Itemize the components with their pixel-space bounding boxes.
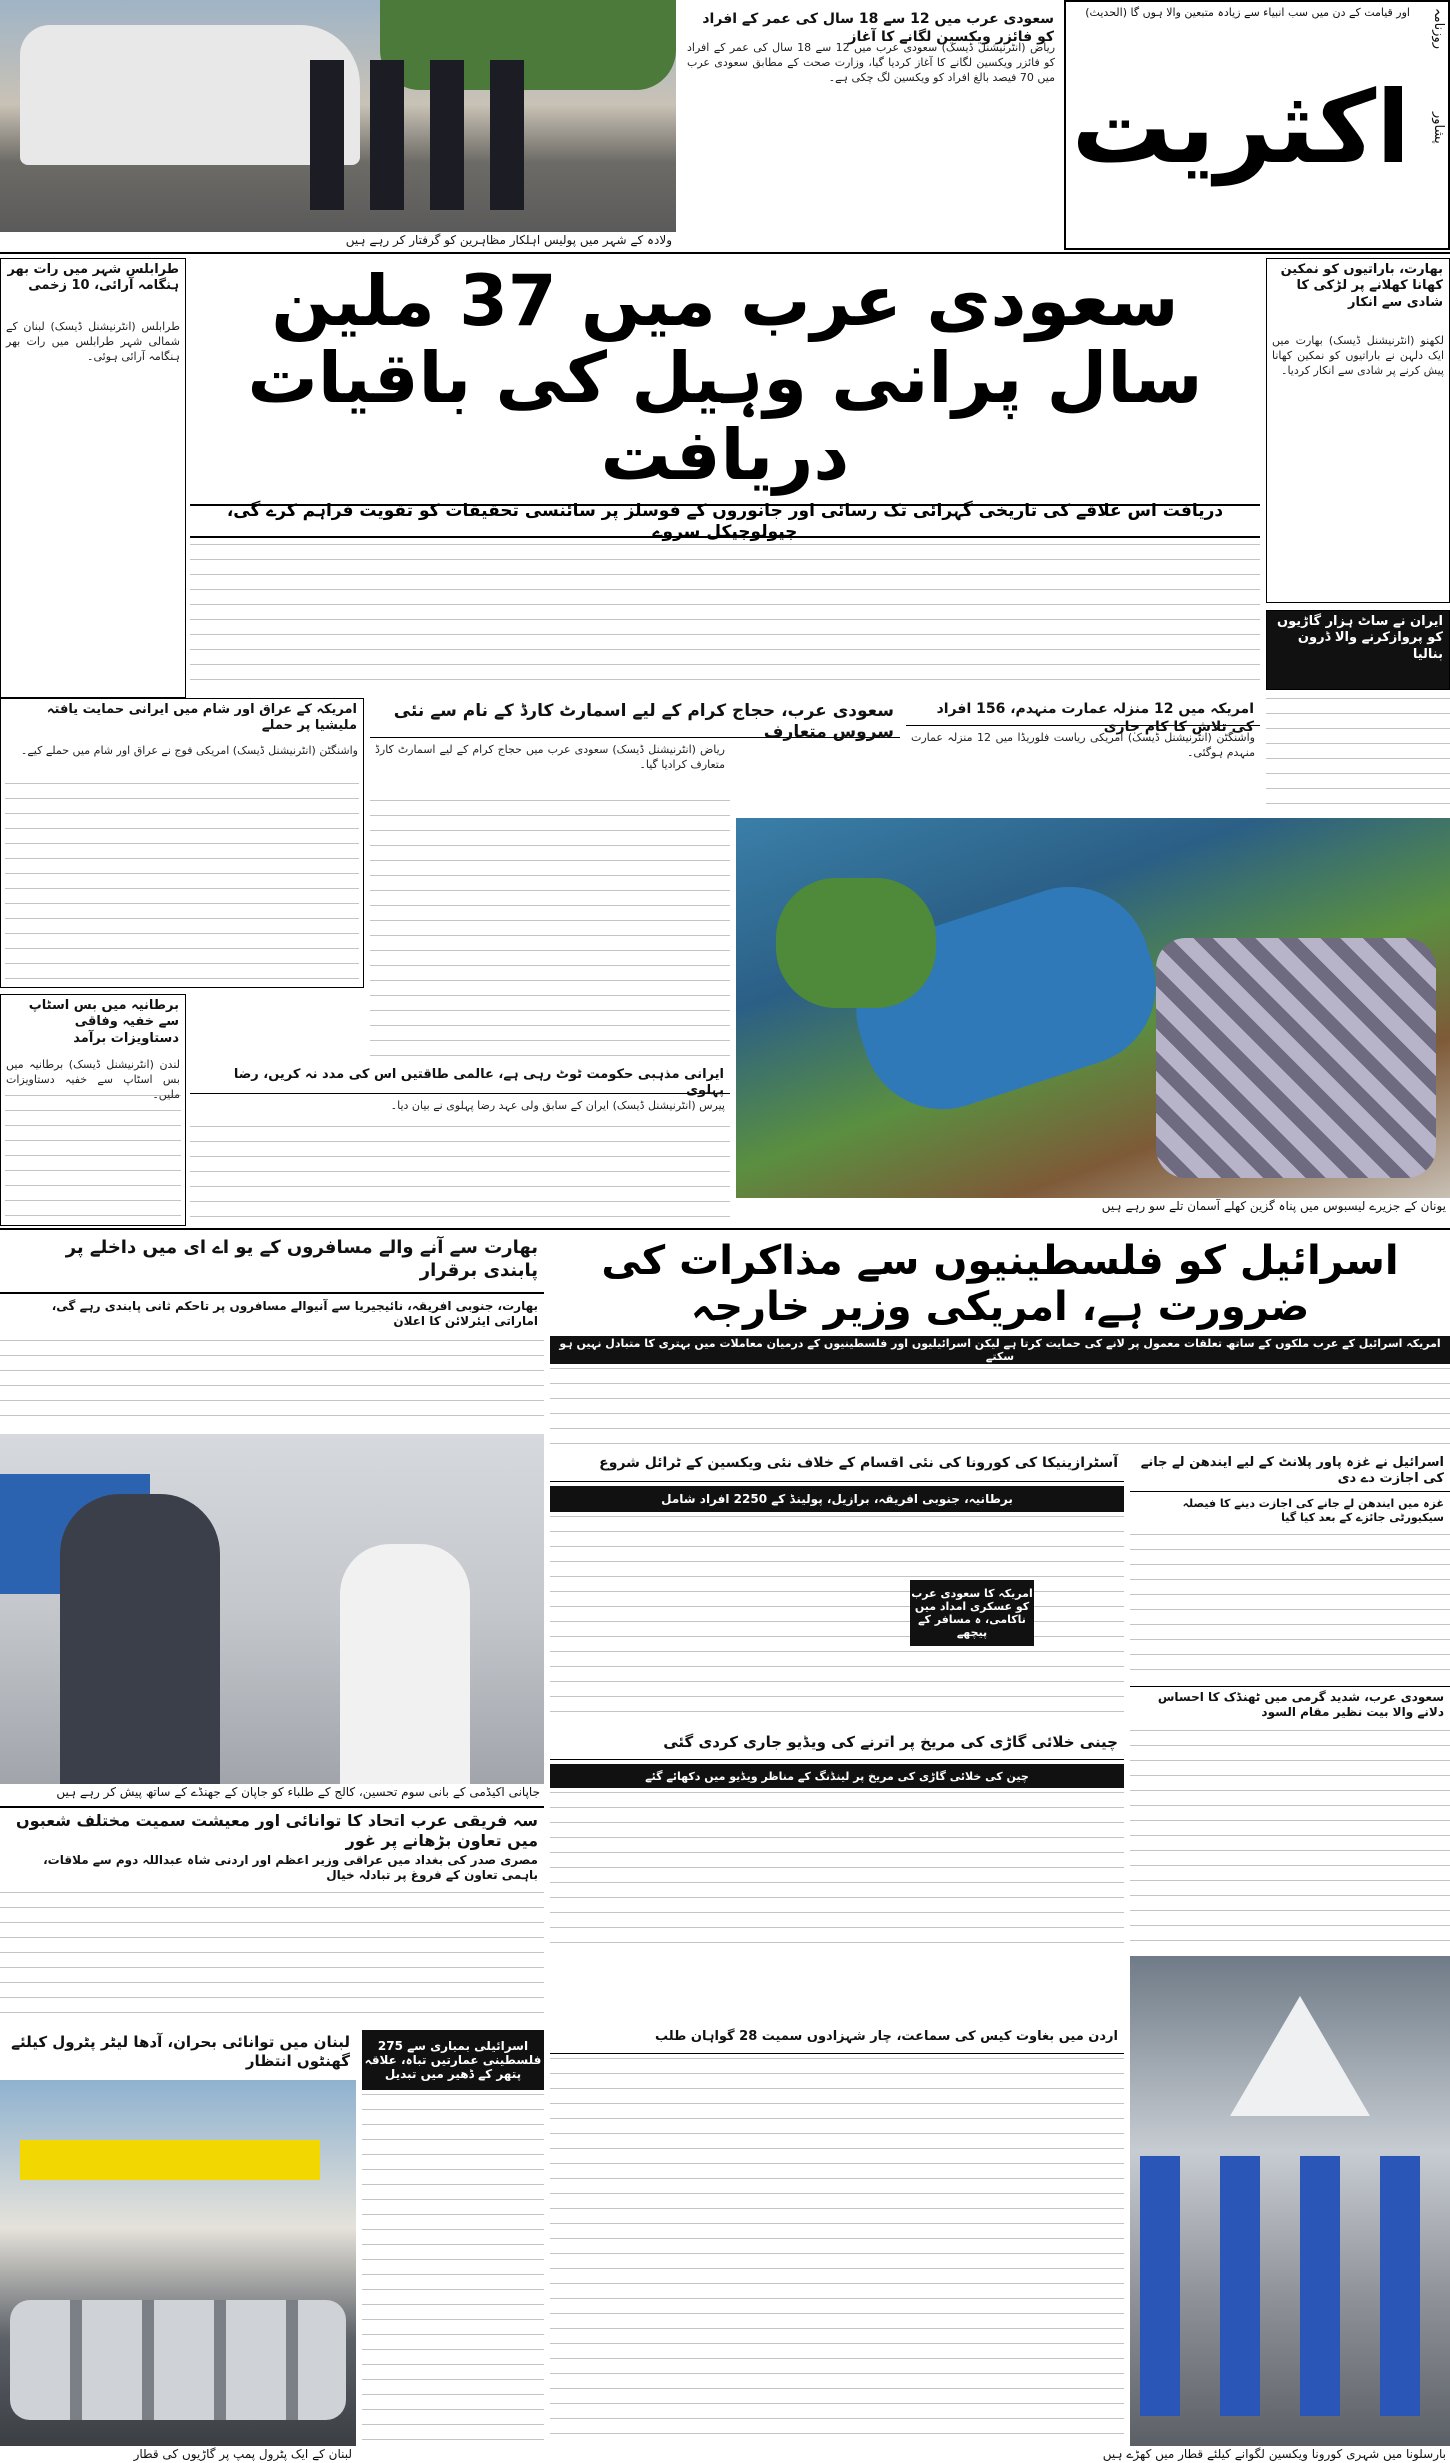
mid-story-3-lines bbox=[190, 1126, 730, 1226]
ban-story-headline: بھارت سے آنے والے مسافروں کے یو اے ای میں داخلے پر پابندی برقرار bbox=[0, 1234, 544, 1294]
vests-shape bbox=[1140, 2156, 1440, 2416]
blanket-pattern bbox=[1156, 938, 1436, 1178]
lebanon-headline: لبنان میں توانائی بحران، آدھا لیٹر پٹرول کیلئے گھنٹوں انتظار bbox=[11, 2033, 350, 2070]
right-box-3-lines bbox=[5, 1095, 181, 1223]
barcelona-photo-caption: بارسلونا میں شہری کورونا ویکسین لگوانے کیلئے قطار میں کھڑے ہیں bbox=[550, 2446, 1450, 2463]
top-photo-caption: ولادہ کے شہر میں پولیس اہلکار مظاہرین کو گرفتار کر رہے ہیں bbox=[0, 232, 676, 250]
right-box-3-body: لندن (انٹرنیشنل ڈیسک) برطانیہ میں بس اسٹاپ سے خفیہ دستاویزات ملیں۔ bbox=[6, 1058, 180, 1101]
right-box-2-lines bbox=[5, 783, 359, 983]
ban-story-lines bbox=[0, 1340, 544, 1430]
small-box: امریکہ کا سعودی عرب کو عسکری امداد میں ناکامی، ہ مسافر کے پیچھے bbox=[910, 1580, 1034, 1646]
mid-story-1-body: واشنگٹن (انٹرنیشنل ڈیسک) امریکی ریاست فلوریڈا میں 12 منزلہ عمارت منہدم ہوگئی۔ bbox=[911, 731, 1255, 759]
mid-story-3-body: پیرس (انٹرنیشنل ڈیسک) ایران کے سابق ولی عہد رضا پہلوی نے بیان دیا۔ bbox=[390, 1099, 725, 1112]
mid-story-2-body: ریاض (انٹرنیشنل ڈیسک) سعودی عرب میں حجاج کرام کے لیے اسمارٹ کارڈ متعارف کرادیا گیا۔ bbox=[375, 743, 725, 771]
right-box-1-body: طرابلس (انٹرنیشنل ڈیسک) لبنان کے شمالی شہر طرابلس میں رات بھر ہنگامہ آرائی ہوئی۔ bbox=[6, 320, 180, 363]
main-subhead: دریافت اس علاقے کی تاریخی گہرائی تک رسائی اور جانوروں کے فوسلز پر سائنسی تحقیقات کو تقویت فراہم کرے گی، جیولوجیکل سروے bbox=[190, 504, 1260, 538]
masthead bbox=[1064, 0, 1450, 250]
lebanon-photo-caption: لبنان کے ایک پٹرول پمپ پر گاڑیوں کی قطار bbox=[0, 2446, 356, 2463]
lebanon-photo bbox=[0, 2080, 356, 2450]
mid-story-1-lines bbox=[1266, 698, 1450, 818]
jordan-headline: اردن میں بغاوت کیس کی سماعت، چار شہزادوں سمیت 28 گواہان طلب bbox=[550, 2026, 1124, 2054]
refugee-photo bbox=[736, 818, 1450, 1198]
headline-2-lines bbox=[550, 1368, 1450, 1448]
iraq-story-sub: مصری صدر کی بغداد میں عراقی وزیر اعظم اور اردنی شاہ عبداللہ دوم سے ملاقات، باہمی تعاون کے فروغ پر تبادلہ خیال bbox=[43, 1853, 538, 1882]
right-box-1 bbox=[0, 258, 186, 698]
ban-story-sub: بھارت، جنوبی افریقہ، نائیجیریا سے آنیوالے مسافروں پر تاحکم ثانی پابندی رہے گی، اماراتی ایئرلائن کا اعلان bbox=[51, 1299, 538, 1328]
headline-2: اسرائیل کو فلسطینیوں سے مذاکرات کی ضرورت ہے، امریکی وزیر خارجہ bbox=[601, 1238, 1399, 1330]
left-box-1-headline: بھارت، باراتیوں کو نمکین کھانا کھلانے پر لڑکی کا شادی سے انکار bbox=[1280, 262, 1443, 310]
tent-shape bbox=[1230, 1996, 1370, 2116]
divider-mid bbox=[0, 1228, 1450, 1230]
astrazeneca-lines bbox=[550, 1516, 1124, 1726]
cars-shape bbox=[10, 2300, 346, 2420]
top-story-headline: سعودی عرب میں 12 سے 18 سال کی عمر کے افراد کو فائزر ویکسین لگانے کا آغاز bbox=[702, 11, 1054, 45]
china-story-sub: چین کی خلائی گاڑی کی مریخ پر لینڈنگ کے مناظر ویڈیو میں دکھائے گئے bbox=[550, 1764, 1124, 1788]
china-story-headline: چینی خلائی گاڑی کی مریخ پر اترنے کی ویڈیو جاری کردی گئی bbox=[550, 1730, 1124, 1760]
top-story-body: ریاض (انٹرنیشنل ڈیسک) سعودی عرب میں 12 سے 18 سال کی عمر کے افراد کو فائزر ویکسین لگانے کا آغاز کردیا گیا، وزارت صحت کے مطابق سعودی عرب میں 70 فیصد بالغ افراد کو ویکسین لگ چکی ہے۔ bbox=[687, 41, 1056, 84]
right-mid-head: اسرائیل نے غزہ پاور پلانٹ کے لیے ایندھن لے جانے کی اجازت دے دی bbox=[1130, 1452, 1450, 1492]
china-story-lines bbox=[550, 1792, 1124, 1952]
right-lower-lines bbox=[1130, 1730, 1450, 1952]
right-box-1-headline: طرابلس شہر میں رات بھر ہنگامہ آرائی، 10 زخمی bbox=[7, 262, 179, 294]
divider-top bbox=[0, 252, 1450, 254]
petrol-canopy bbox=[20, 2140, 320, 2180]
mid-story-2-lines bbox=[370, 800, 730, 1060]
right-mid-head3: سعودی عرب، شدید گرمی میں ٹھنڈک کا احساس دلانے والا بیت نظیر مقام السود bbox=[1130, 1686, 1450, 1726]
right-box-2 bbox=[0, 698, 364, 988]
barcelona-photo bbox=[1130, 1956, 1450, 2446]
masthead-daily: روزنامہ bbox=[1431, 8, 1446, 49]
left-box-1 bbox=[1266, 258, 1450, 603]
school-photo bbox=[0, 1434, 544, 1784]
right-mid-lines bbox=[1130, 1534, 1450, 1684]
left-box-1-body: لکھنو (انٹرنیشنل ڈیسک) بھارت میں ایک دلہن نے باراتیوں کو نمکین کھانا پیش کرنے پر شادی سے انکار کردیا۔ bbox=[1272, 334, 1444, 377]
school-photo-caption: جاپانی اکیڈمی کے بانی سوم تحسین، کالج کے طلباء کو جاپان کے جھنڈے کے ساتھ پیش کر رہے ہیں bbox=[0, 1784, 544, 1802]
refugee-photo-caption: یونان کے جزیرے لیسبوس میں پناہ گزین کھلے آسمان تلے سو رہے ہیں bbox=[736, 1198, 1450, 1216]
israel-bomb-lines bbox=[362, 2094, 544, 2448]
main-headline: سعودی عرب میں 37 ملین سال پرانی وہیل کی باقیات دریافت bbox=[247, 259, 1203, 496]
masthead-title: اکثریت bbox=[1071, 68, 1411, 186]
jordan-lines bbox=[550, 2058, 1124, 2448]
man-right bbox=[340, 1544, 470, 1784]
israel-bomb-headline: اسرائیلی بمباری سے 275 فلسطینی عمارتیں تباہ، علاقہ پتھر کے ڈھیر میں تبدیل bbox=[362, 2030, 544, 2090]
van-shape bbox=[20, 25, 360, 165]
top-photo bbox=[0, 0, 676, 232]
people-shape bbox=[310, 60, 550, 210]
iraq-story-lines bbox=[0, 1892, 544, 2022]
right-box-3-headline: برطانیہ میں بس اسٹاپ سے خفیہ وفاقی دستاویزات برآمد bbox=[28, 998, 179, 1046]
left-box-2 bbox=[1266, 610, 1450, 690]
right-box-2-body: واشنگٹن (انٹرنیشنل ڈیسک) امریکی فوج نے عراق اور شام میں حملے کیے۔ bbox=[20, 744, 358, 757]
right-mid-head2: غزہ میں ایندھن لے جانے کی اجازت دینے کا فیصلہ سیکیورٹی جائزے کے بعد کیا گیا bbox=[1182, 1497, 1444, 1524]
mid-story-1-headline: امریکہ میں 12 منزلہ عمارت منہدم، 156 افراد کی تلاش کا کام جاری bbox=[906, 698, 1260, 726]
astrazeneca-headline: آسٹرازینیکا کی کورونا کی نئی اقسام کے خلاف نئی ویکسین کے ٹرائل شروع bbox=[550, 1452, 1124, 1482]
mid-story-2-headline: سعودی عرب، حجاج کرام کے لیے اسمارٹ کارڈ کے نام سے نئی سروس متعارف bbox=[370, 698, 900, 738]
main-story-text bbox=[190, 544, 1260, 684]
left-box-2-headline: ایران نے ساٹ ہزار گاڑیوں کو پروازکرنے والا ڈرون بنالیا bbox=[1267, 611, 1449, 689]
headline-2-sub: امریکہ اسرائیل کے عرب ملکوں کے ساتھ تعلقات معمول پر لانے کی حمایت کرتا ہے لیکن اسرائیلیوں اور فلسطینیوں کے درمیان معاملات میں بہتری کا متبادل نہیں ہو سکتے bbox=[550, 1336, 1450, 1364]
masthead-city: پشاور bbox=[1431, 112, 1446, 144]
astrazeneca-sub: برطانیہ، جنوبی افریقہ، برازیل، پولینڈ کے 2250 افراد شامل bbox=[550, 1486, 1124, 1512]
sleeping-bag-green bbox=[776, 878, 936, 1008]
man-left bbox=[60, 1494, 220, 1784]
mid-story-3-headline: ایرانی مذہبی حکومت ٹوٹ رہی ہے، عالمی طاقتیں اس کی مدد نہ کریں، رضا پہلوی bbox=[190, 1064, 730, 1094]
masthead-tagline: اور قیامت کے دن میں سب انبیاء سے زیادہ متبعین والا ہوں گا (الحدیث) bbox=[1085, 6, 1410, 19]
right-box-3 bbox=[0, 994, 186, 1226]
right-box-2-headline: امریکہ کے عراق اور شام میں ایرانی حمایت یافتہ ملیشیا پر حملے bbox=[46, 702, 357, 734]
iraq-story-headline: سہ فریقی عرب اتحاد کا توانائی اور معیشت سمیت مختلف شعبوں میں تعاون بڑھانے پر غور bbox=[0, 1806, 544, 1848]
